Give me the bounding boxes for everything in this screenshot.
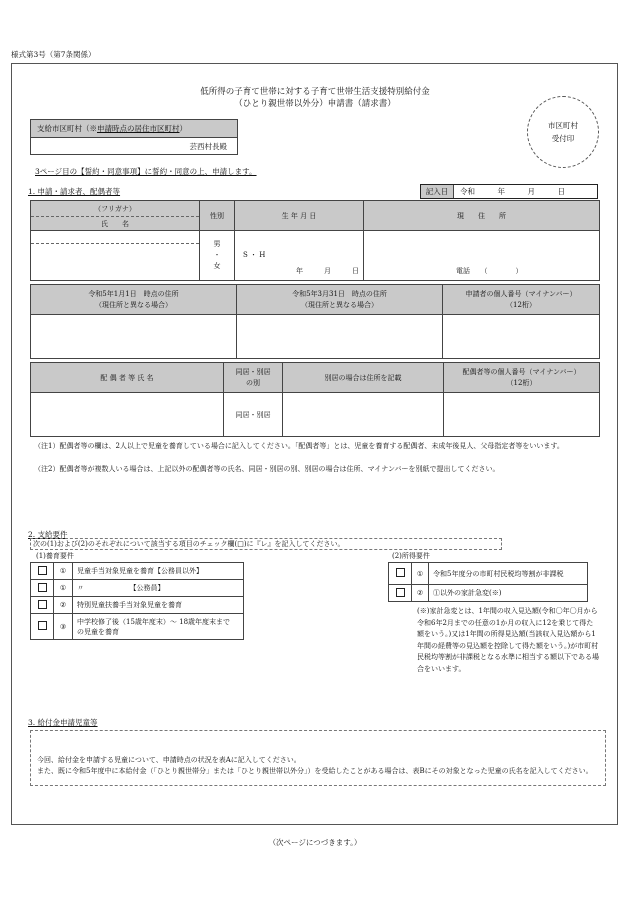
separate-address-input[interactable] bbox=[283, 393, 444, 437]
income-requirement-title: (2)所得要件 bbox=[392, 552, 430, 560]
check-income-2[interactable] bbox=[389, 585, 412, 602]
sex-dot: ・ bbox=[213, 251, 221, 259]
sex-header: 性別 bbox=[200, 201, 235, 231]
section3-line2: また、既に令和5年度中に本給付金（「ひとり親世帯分」または「ひとり親世帯以外分」）を受給したことがある場合は、表Bにその対象となった児童の氏名を記入してください。 bbox=[37, 767, 593, 775]
spouse-table bbox=[30, 362, 600, 437]
upbringing-requirement-table bbox=[30, 562, 244, 640]
applicant-mynumber-input[interactable] bbox=[443, 315, 600, 359]
applicant-table bbox=[30, 200, 600, 281]
upbringing-4-num: ③ bbox=[54, 614, 73, 640]
income-1-text: 令和5年度分の市町村民税均等割が非課税 bbox=[429, 563, 588, 585]
payer-recipient: 芸西村長殿 bbox=[189, 142, 227, 151]
address-input[interactable] bbox=[364, 231, 600, 281]
payer-label: 支給市区町村（※申請時点の居住市区町村） bbox=[31, 120, 237, 138]
name-header: 氏 名 bbox=[31, 217, 200, 231]
applicant-mynumber-header: 申請者の個人番号（マイナンバー） （12桁） bbox=[443, 285, 600, 315]
upbringing-3-num: ② bbox=[54, 597, 73, 614]
address-jan1-header: 令和5年1月1日 時点の住所 （現住所と異なる場合） bbox=[31, 285, 237, 315]
payer-municipality-box bbox=[30, 119, 238, 155]
consent-statement: 3ページ目の【誓約・同意事項】に誓約・同意の上、申請します。 bbox=[35, 167, 257, 176]
section3-heading: 3. 給付金申請児童等 bbox=[28, 718, 98, 727]
note-2: （注2）配偶者等が複数人いる場合は、上記以外の配偶者等の氏名、同居・別居の別、別居の場合は住所、マイナンバーを別紙で提出してください。 bbox=[34, 465, 500, 473]
address-mar31-input[interactable] bbox=[237, 315, 443, 359]
check-upbringing-3[interactable] bbox=[31, 597, 54, 614]
furigana-header: （フリガナ） bbox=[31, 201, 200, 217]
sex-female[interactable]: 女 bbox=[213, 262, 221, 270]
name-input[interactable] bbox=[31, 244, 200, 281]
upbringing-1-text: 児童手当対象児童を養育【公務員以外】 bbox=[73, 563, 244, 580]
reception-stamp-area bbox=[527, 96, 599, 168]
section1-heading: 1. 申請・請求者、配偶者等 bbox=[28, 187, 121, 196]
phone-label: 電話 （ ） bbox=[456, 267, 523, 275]
check-upbringing-2[interactable] bbox=[31, 580, 54, 597]
separate-address-header: 別居の場合は住所を記載 bbox=[283, 363, 444, 393]
address-jan1-input[interactable] bbox=[31, 315, 237, 359]
upbringing-1-num: ① bbox=[54, 563, 73, 580]
birth-era[interactable]: S ・ H bbox=[243, 251, 266, 259]
check-upbringing-4[interactable] bbox=[31, 614, 54, 640]
section3-instructions bbox=[30, 730, 606, 786]
income-2-num: ② bbox=[412, 585, 429, 602]
form-subtitle: （ひとり親世帯以外分）申請書（請求書） bbox=[234, 99, 396, 109]
sex-male[interactable]: 男 bbox=[213, 240, 221, 248]
income-2-text: ①以外の家計急変(※) bbox=[429, 585, 588, 602]
household-change-note: (※)家計急変とは、1年間の収入見込額(令和〇年〇月から令和6年2月までの任意の1か月の収入に12を乗じて得た額をいう。)又は1年間の所得見込額(当該収入見込額から1年間の経費等の見込額を控除して得た額をいう。)が市町村民税均等割が非課税となる水準に相当する額以下である場合をいいます。 bbox=[417, 607, 599, 673]
upbringing-2-num: ① bbox=[54, 580, 73, 597]
sex-input[interactable] bbox=[200, 231, 235, 281]
income-1-num: ① bbox=[412, 563, 429, 585]
spouse-mynumber-input[interactable] bbox=[444, 393, 600, 437]
form-title: 低所得の子育て世帯に対する子育て世帯生活支援特別給付金 bbox=[200, 87, 430, 97]
furigana-input[interactable] bbox=[31, 231, 200, 244]
check-upbringing-1[interactable] bbox=[31, 563, 54, 580]
entry-date-label: 記入日 bbox=[421, 185, 454, 198]
birthdate-input[interactable] bbox=[235, 231, 364, 281]
stamp-line2: 受付印 bbox=[551, 134, 575, 143]
birth-units: 年 月 日 bbox=[296, 267, 359, 275]
spouse-mynumber-header: 配偶者等の個人番号（マイナンバー） （12桁） bbox=[444, 363, 600, 393]
stamp-line1: 市区町村 bbox=[548, 121, 578, 130]
cohabit-header: 同居・別居 の別 bbox=[224, 363, 283, 393]
address-header: 現 住 所 bbox=[364, 201, 600, 231]
form-number: 様式第3号（第7条関係） bbox=[11, 50, 96, 59]
upbringing-3-text: 特別児童扶養手当対象児童を養育 bbox=[73, 597, 244, 614]
section2-heading: 2. 支給要件 bbox=[28, 530, 68, 539]
entry-date-box[interactable] bbox=[420, 184, 598, 199]
check-income-1[interactable] bbox=[389, 563, 412, 585]
upbringing-4-text: 中学校修了後（15歳年度末）〜 18歳年度末までの児童を養育 bbox=[73, 614, 244, 640]
continued-note: （次ページにつづきます。） bbox=[268, 838, 362, 847]
address-mar31-header: 令和5年3月31日 時点の住所 （現住所と異なる場合） bbox=[237, 285, 443, 315]
birthdate-header: 生 年 月 日 bbox=[235, 201, 364, 231]
section2-instruction: 次の(1)および(2)のそれぞれについて該当する項目のチェック欄(□)に『レ』を記入してください。 bbox=[30, 538, 502, 550]
past-address-table bbox=[30, 284, 600, 359]
upbringing-2-text: 〃 【公務員】 bbox=[73, 580, 244, 597]
note-1: （注1）配偶者等の欄は、2人以上で児童を養育している場合に記入してください。「配偶者等」とは、児童を養育する配偶者、未成年後見人、父母指定者等をいいます。 bbox=[34, 442, 564, 450]
entry-date-value[interactable]: 令和 年 月 日 bbox=[460, 187, 565, 196]
cohabit-input[interactable]: 同居・別居 bbox=[224, 393, 283, 437]
upbringing-requirement-title: (1)養育要件 bbox=[36, 552, 74, 560]
spouse-name-header: 配 偶 者 等 氏 名 bbox=[31, 363, 224, 393]
spouse-name-input[interactable] bbox=[31, 393, 224, 437]
section3-line1: 今回、給付金を申請する児童について、申請時点の状況を表Aに記入してください。 bbox=[37, 756, 301, 764]
income-requirement-table bbox=[388, 562, 588, 602]
